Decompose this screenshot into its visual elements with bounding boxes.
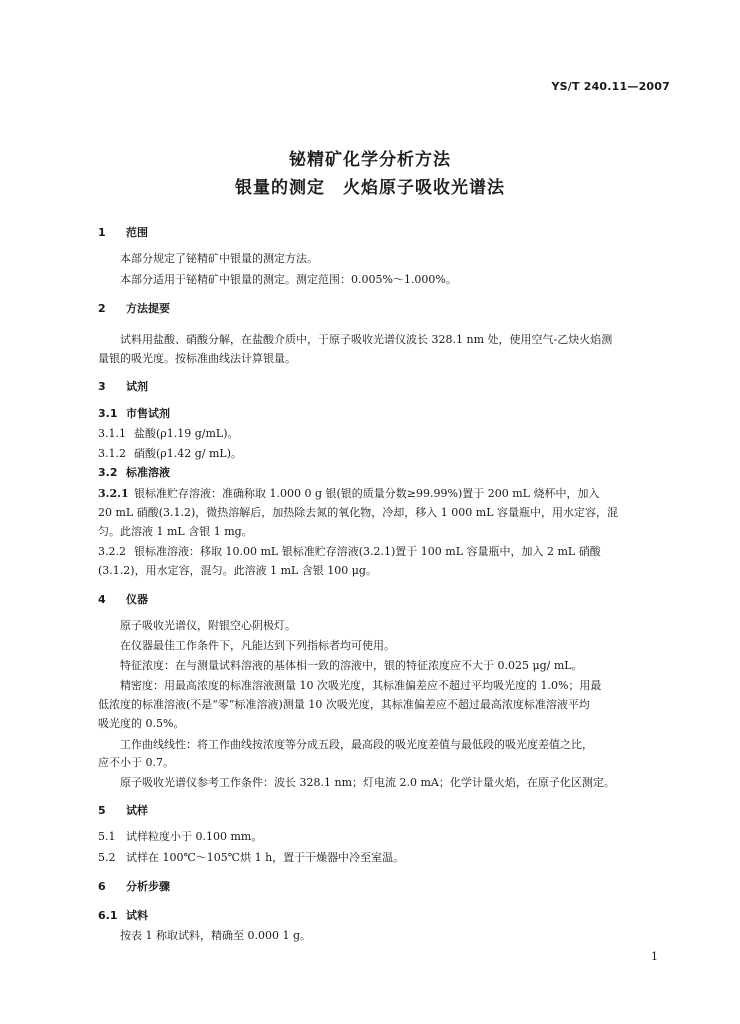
section-2-heading: 2 方法提要 — [98, 302, 170, 315]
paragraph: 本部分适用于铋精矿中银量的测定。测定范围：0.005%～1.000%。 — [120, 273, 457, 286]
paragraph: 原子吸收光谱仪参考工作条件：波长 328.1 nm；灯电流 2.0 mA；化学计量火焰，在原子化区测定。 — [120, 776, 615, 789]
paragraph: 20 mL 硝酸(3.1.2)，微热溶解后，加热除去氮的氧化物，冷却，移入 1 000 mL 容量瓶中，用水定容，混 — [98, 506, 619, 519]
paragraph: 试料用盐酸、硝酸分解，在盐酸介质中，于原子吸收光谱仪波长 328.1 nm 处，使用空气-乙炔火焰测 — [120, 333, 613, 346]
paragraph: 按表 1 称取试料，精确至 0.000 1 g。 — [120, 929, 312, 942]
clause-3-1-2: 3.1.2 硝酸(ρ1.42 g/ mL)。 — [98, 447, 243, 460]
document-subtitle — [0, 173, 740, 198]
section-4-heading: 4 仪器 — [98, 593, 148, 606]
section-1-heading: 1 范围 — [98, 226, 148, 239]
paragraph: (3.1.2)，用水定容，混匀。此溶液 1 mL 含银 100 μg。 — [98, 564, 377, 577]
page-number: 1 — [651, 950, 658, 963]
clause-5-2: 5.2 试样在 100℃～105℃烘 1 h，置于干燥器中冷至室温。 — [98, 851, 405, 864]
paragraph: 在仪器最佳工作条件下，凡能达到下列指标者均可使用。 — [120, 639, 395, 652]
subsection-3-1-heading: 3.1 市售试剂 — [98, 407, 170, 420]
paragraph: 低浓度的标准溶液(不是“零”标准溶液)测量 10 次吸光度，其标准偏差应不超过最高浓度标准溶液平均 — [98, 698, 590, 711]
subtitle-part-1: 银量的测定 — [235, 178, 325, 198]
section-5-heading: 5 试样 — [98, 804, 148, 817]
document-title: 铋精矿化学分析方法 — [289, 150, 451, 170]
paragraph: 量银的吸光度。按标准曲线法计算银量。 — [98, 352, 296, 365]
paragraph: 工作曲线线性：将工作曲线按浓度等分成五段，最高段的吸光度差值与最低段的吸光度差值之比， — [120, 738, 593, 751]
paragraph: 精密度：用最高浓度的标准溶液测量 10 次吸光度，其标准偏差应不超过平均吸光度的 1.0%；用最 — [120, 679, 602, 692]
paragraph: 特征浓度：在与测量试料溶液的基体相一致的溶液中，银的特征浓度应不大于 0.025 μg/ mL。 — [120, 659, 583, 672]
clause-3-1-1: 3.1.1 盐酸(ρ1.19 g/mL)。 — [98, 427, 239, 440]
subsection-3-2-heading: 3.2 标准溶液 — [98, 466, 170, 479]
subsection-6-1-heading: 6.1 试料 — [98, 909, 148, 922]
paragraph: 应不小于 0.7。 — [98, 756, 174, 769]
clause-5-1: 5.1 试样粒度小于 0.100 mm。 — [98, 830, 263, 843]
paragraph: 吸光度的 0.5%。 — [98, 717, 185, 730]
clause-3-2-1: 3.2.1 银标准贮存溶液：准确称取 1.000 0 g 银(银的质量分数≥99.99%)置于 200 mL 烧杯中，加入 — [98, 487, 600, 500]
section-3-heading: 3 试剂 — [98, 380, 148, 393]
subtitle-part-2: 火焰原子吸收光谱法 — [343, 178, 505, 198]
paragraph: 匀。此溶液 1 mL 含银 1 mg。 — [98, 525, 253, 538]
standard-number: YS/T 240.11—2007 — [551, 80, 670, 93]
clause-3-2-2: 3.2.2 银标准溶液：移取 10.00 mL 银标准贮存溶液(3.2.1)置于 100 mL 容量瓶中，加入 2 mL 硝酸 — [98, 545, 601, 558]
paragraph: 原子吸收光谱仪，附银空心阴极灯。 — [120, 619, 296, 632]
paragraph: 本部分规定了铋精矿中银量的测定方法。 — [120, 252, 318, 265]
section-6-heading: 6 分析步骤 — [98, 880, 170, 893]
